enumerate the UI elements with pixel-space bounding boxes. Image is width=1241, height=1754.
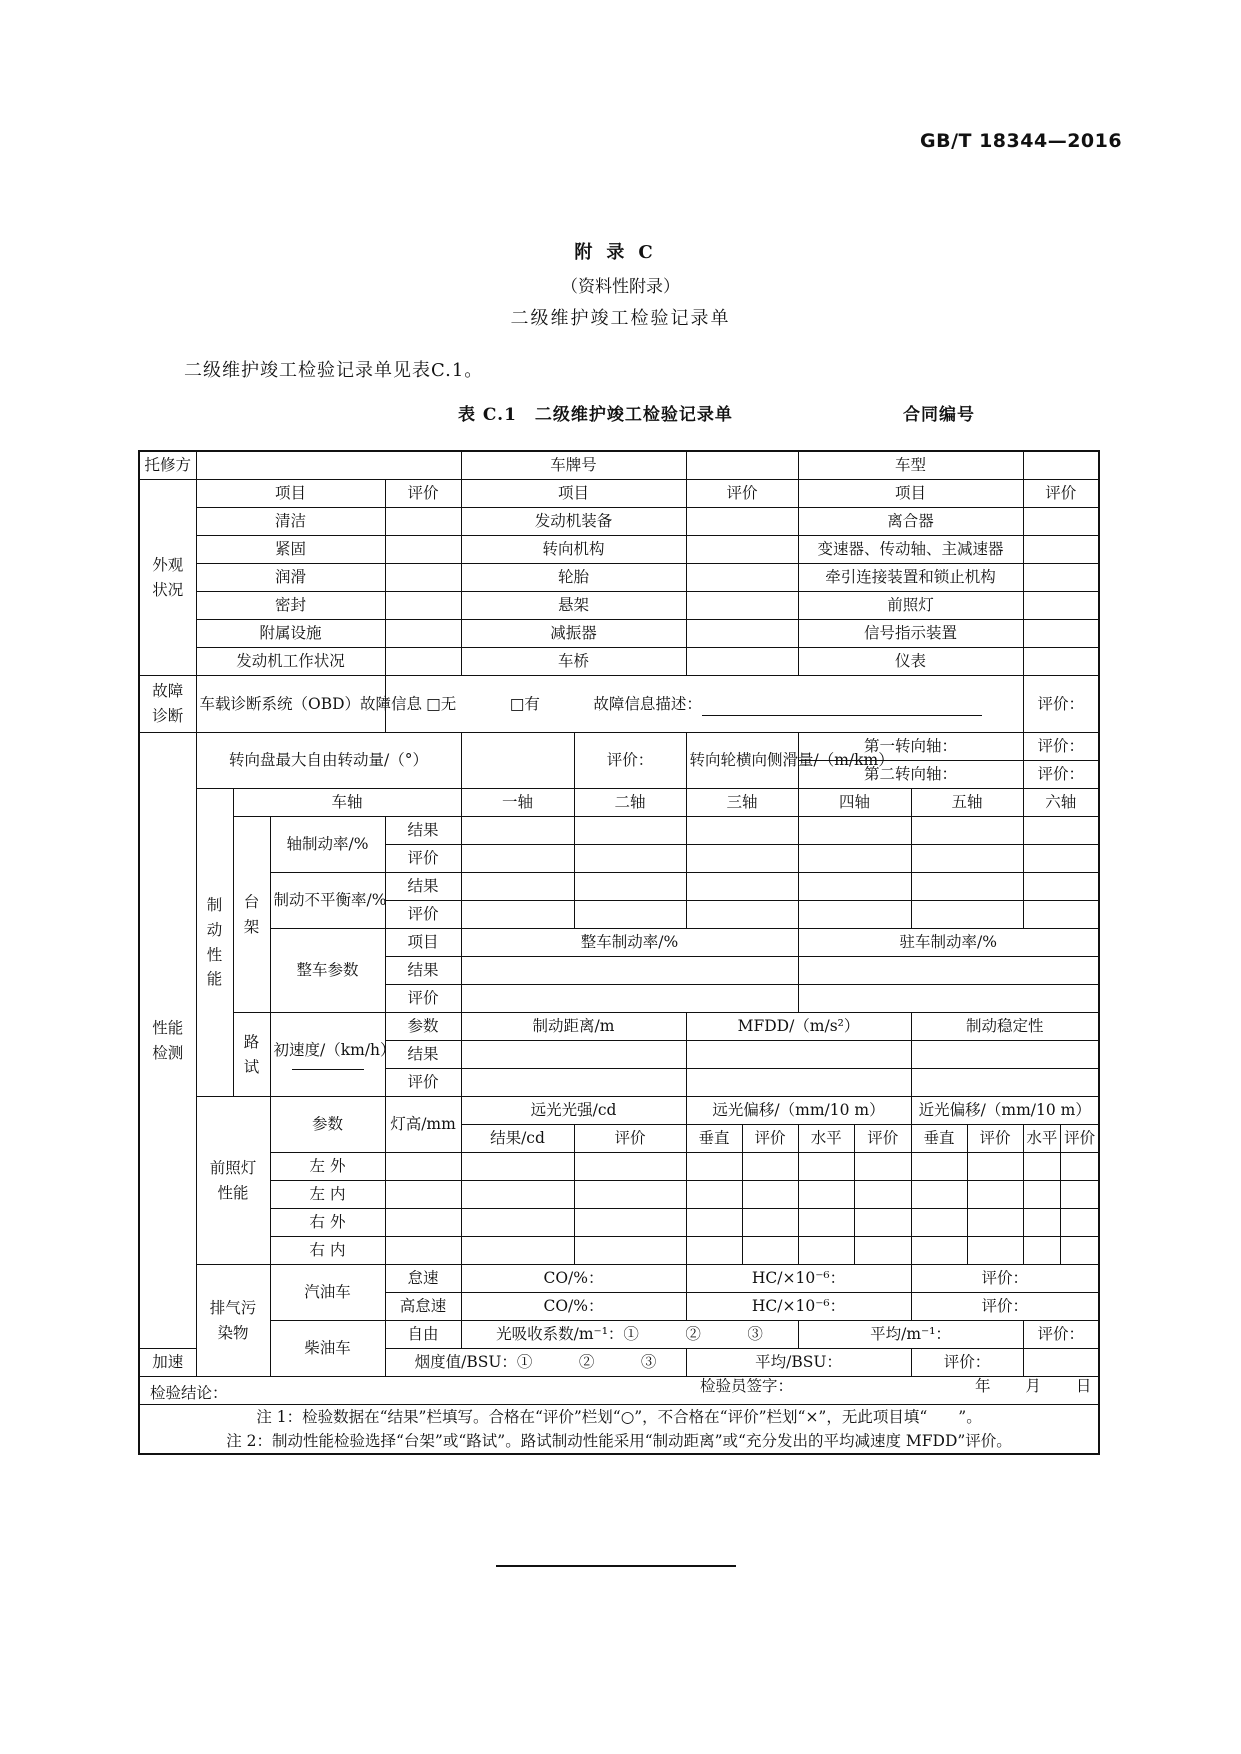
appearance-item: 减振器 [461,620,686,648]
result-cd-label: 结果/cd [461,1125,574,1153]
whole-item-row [139,929,1099,957]
inspector-signature: 检验员签字： [700,1376,794,1395]
gas-high-idle-eval[interactable]: 评价： [911,1293,1099,1321]
eval-cell[interactable] [686,508,798,536]
mfdd-label: MFDD/（m/s²） [686,1013,911,1041]
brake-label [196,789,233,1097]
whole-label: 整车参数 [270,929,385,1013]
value-cell[interactable] [798,957,1099,985]
high-idle-label: 高怠速 [385,1293,461,1321]
plate-label: 车牌号 [461,451,686,480]
bench-label-text: 台架 [243,892,260,936]
headlamp-row [139,1153,1099,1181]
eval-cell[interactable] [385,620,461,648]
split-cell[interactable] [911,1209,1023,1237]
note-1: 注 1：检验数据在“结果”栏填写。合格在“评价”栏划“○”，不合格在“评价”栏划“×”，无此项目填“ ”。 [256,1408,982,1426]
item-header-1: 项目 [196,480,385,508]
value-cell[interactable] [911,1041,1099,1069]
value-cell[interactable] [574,901,686,929]
date-fields: 年 月 日 [975,1376,1092,1395]
model-value[interactable] [1023,451,1099,480]
appearance-item: 发动机工作状况 [196,648,385,676]
value-cell[interactable] [385,1237,461,1265]
high-offset-label: 远光偏移/（mm/10 m） [686,1097,911,1125]
performance-label [139,733,196,1349]
eval-cell[interactable] [1023,620,1099,648]
split-cell[interactable] [686,1237,798,1265]
value-cell[interactable] [461,1209,574,1237]
eval-label: 评价 [867,1129,899,1147]
eval-label: 评价 [385,985,461,1013]
headlamp-row [139,1181,1099,1209]
diesel-eval-1[interactable]: 评价： [1023,1321,1099,1349]
lamp-position: 右 外 [270,1209,385,1237]
obd-desc-label: 故障信息描述： [593,694,702,713]
appearance-label [139,480,196,676]
value-cell[interactable] [686,1041,911,1069]
value-cell[interactable] [461,817,574,845]
axle-rate-result-row [139,817,1099,845]
lamp-position: 左 外 [270,1153,385,1181]
vertical-label: 垂直 [912,1125,968,1152]
value-cell[interactable] [798,985,1099,1013]
free-play-eval[interactable]: 评价： [574,733,686,789]
value-cell[interactable] [1023,873,1099,901]
distance-label: 制动距离/m [461,1013,686,1041]
split-cell[interactable] [798,1181,911,1209]
appearance-item: 仪表 [798,648,1023,676]
value-cell[interactable] [574,1181,686,1209]
appendix-heading: 二级维护竣工检验记录单 [510,308,731,329]
conclusion-row [139,1377,1099,1405]
fault-row [139,676,1099,733]
client-value[interactable] [196,451,461,480]
axle-5: 五轴 [911,789,1023,817]
item-label: 项目 [385,929,461,957]
free-play-label: 转向盘最大自由转动量/（°） [196,733,461,789]
value-cell[interactable] [686,845,798,873]
value-cell[interactable] [461,873,574,901]
value-cell[interactable] [798,901,911,929]
table-caption: 表 C.1 二级维护竣工检验记录单 [458,405,733,425]
gas-idle-row [139,1265,1099,1293]
eval-cell[interactable] [385,648,461,676]
low-offset-sub-2 [1023,1125,1099,1153]
appearance-item: 附属设施 [196,620,385,648]
appearance-item: 车桥 [461,648,686,676]
co-high-idle[interactable]: CO/%： [461,1293,686,1321]
gasoline-label: 汽油车 [270,1265,385,1321]
value-cell[interactable] [1023,817,1099,845]
lamp-height-label: 灯高/mm [385,1097,461,1153]
split-cell[interactable] [798,1153,911,1181]
value-cell[interactable] [461,957,798,985]
eval-cell[interactable] [385,592,461,620]
eval-header-3: 评价 [1023,480,1099,508]
emission-label [196,1265,270,1377]
eval-header-2: 评价 [686,480,798,508]
split-cell[interactable] [1023,1153,1099,1181]
appearance-item: 前照灯 [798,592,1023,620]
eval-header-1: 评价 [385,480,461,508]
appearance-row [139,508,1099,536]
eval-cell[interactable] [385,536,461,564]
value-cell[interactable] [911,873,1023,901]
horizontal-label: 水平 [1024,1125,1062,1152]
vertical-label: 垂直 [687,1125,743,1152]
fault-label-text: 故障诊断 [152,682,184,725]
axle-3: 三轴 [686,789,798,817]
steering-row-1 [139,733,1099,761]
appearance-row [139,648,1099,676]
value-cell[interactable] [574,1237,686,1265]
whole-rate-label: 整车制动率/% [461,929,798,957]
first-axle-label: 第一转向轴： [798,733,1023,761]
eval-cell[interactable] [1023,536,1099,564]
value-cell[interactable] [686,1069,911,1097]
value-cell[interactable] [461,845,574,873]
split-cell[interactable] [798,1237,911,1265]
eval-label: 评价 [574,1125,686,1153]
value-cell[interactable] [574,845,686,873]
client-label: 托修方 [139,451,196,480]
low-offset-sub [911,1125,1023,1153]
appearance-item: 信号指示装置 [798,620,1023,648]
axle-2: 二轴 [574,789,686,817]
eval-cell[interactable] [686,536,798,564]
axle-6: 六轴 [1023,789,1099,817]
obd-yes-checkbox[interactable]: □有 [509,694,540,713]
appearance-item: 牵引连接装置和锁止机构 [798,564,1023,592]
headlamp-label-text: 前照灯性能 [209,1158,257,1202]
stability-label: 制动稳定性 [911,1013,1099,1041]
side-slip-label: 转向轮横向侧滑量/（m/km） [686,733,798,789]
value-cell[interactable] [461,1069,686,1097]
imbalance-result-row [139,873,1099,901]
value-cell[interactable] [461,901,574,929]
value-cell[interactable] [1023,845,1099,873]
bench-label [233,817,270,1013]
obd-label: 车载诊断系统（OBD）故障信息 [196,676,385,733]
appearance-item: 转向机构 [461,536,686,564]
split-cell[interactable] [1023,1209,1099,1237]
appearance-label-text: 外观状况 [152,555,184,599]
value-cell[interactable] [686,901,798,929]
appearance-item: 润滑 [196,564,385,592]
hc-idle[interactable]: HC/×10⁻⁶： [686,1265,911,1293]
eval-label: 评价 [1064,1129,1096,1147]
axle-4: 四轴 [798,789,911,817]
eval-label: 评价 [385,1069,461,1097]
eval-cell[interactable] [1023,648,1099,676]
axle-header-row [139,789,1099,817]
appearance-item: 发动机装备 [461,508,686,536]
axle-label: 车轴 [233,789,461,817]
eval-cell[interactable] [1023,564,1099,592]
value-cell[interactable] [686,873,798,901]
appearance-item: 变速器、传动轴、主减速器 [798,536,1023,564]
appearance-item: 悬架 [461,592,686,620]
performance-label-text: 性能检测 [152,1018,184,1062]
second-axle-label: 第二转向轴： [798,761,1023,789]
headlamp-label [196,1097,270,1265]
smoke-value[interactable]: 烟度值/BSU：① ② ③ [385,1349,686,1377]
end-rule [496,1565,736,1567]
eval-label: 评价 [385,845,461,873]
light-absorption[interactable]: 光吸收系数/m⁻¹：① ② ③ [461,1321,798,1349]
split-cell[interactable] [798,1209,911,1237]
brake-label-text: 制动性能 [206,895,223,989]
result-label: 结果 [385,873,461,901]
value-cell[interactable] [798,845,911,873]
value-cell[interactable] [574,1153,686,1181]
result-label: 结果 [385,817,461,845]
road-label [233,1013,270,1097]
eval-cell[interactable] [686,564,798,592]
eval-cell[interactable] [1023,592,1099,620]
split-cell[interactable] [686,1181,798,1209]
item-header-3: 项目 [798,480,1023,508]
value-cell[interactable] [461,1041,686,1069]
notes-row [139,1405,1099,1455]
split-cell[interactable] [911,1181,1023,1209]
item-header-2: 项目 [461,480,686,508]
fault-label [139,676,196,733]
value-cell[interactable] [574,873,686,901]
second-axle-eval[interactable]: 评价： [1023,761,1099,789]
inspection-form [138,450,1100,1455]
appearance-row [139,536,1099,564]
model-label: 车型 [798,451,1023,480]
lamp-position: 右 内 [270,1237,385,1265]
header-row [139,451,1099,480]
value-cell[interactable] [461,1153,574,1181]
param-label: 参数 [385,1013,461,1041]
appearance-row [139,564,1099,592]
high-intensity-label: 远光光强/cd [461,1097,686,1125]
note-2: 注 2：制动性能检验选择“台架”或“路试”。路试制动性能采用“制动距离”或“充分发出的平均减速度 MFDD”评价。 [226,1432,1012,1451]
high-offset-sub [686,1125,798,1153]
split-cell[interactable] [1023,1181,1099,1209]
parking-rate-label: 驻车制动率/% [798,929,1099,957]
lamp-position: 左 内 [270,1181,385,1209]
value-cell[interactable] [461,985,798,1013]
conclusion-cell[interactable] [139,1377,1099,1405]
diesel-label: 柴油车 [270,1321,385,1377]
appearance-item: 密封 [196,592,385,620]
obd-none-checkbox[interactable]: □无 [426,694,457,713]
road-param-row [139,1013,1099,1041]
conclusion-label: 检验结论： [150,1384,228,1402]
obd-desc-field[interactable] [702,699,982,716]
value-cell[interactable] [461,1181,574,1209]
axle-rate-label: 轴制动率/% [270,817,385,873]
split-cell[interactable] [686,1209,798,1237]
appearance-item: 离合器 [798,508,1023,536]
split-cell[interactable] [911,1153,1023,1181]
split-cell[interactable] [911,1237,1023,1265]
init-speed-cell [270,1013,396,1097]
axle-1: 一轴 [461,789,574,817]
value-cell[interactable] [385,1209,461,1237]
appearance-item: 轮胎 [461,564,686,592]
headlamp-header-row-1 [139,1097,1099,1125]
value-cell[interactable] [686,817,798,845]
appearance-header-row [139,480,1099,508]
avg-m[interactable]: 平均/m⁻¹： [798,1321,1023,1349]
accel-label: 加速 [139,1349,196,1377]
headlamp-row [139,1209,1099,1237]
contract-label: 合同编号 [903,405,975,425]
co-idle[interactable]: CO/%： [461,1265,686,1293]
imbalance-label: 制动不平衡率/% [270,873,385,929]
eval-cell[interactable] [385,508,461,536]
value-cell[interactable] [911,817,1023,845]
appearance-row [139,620,1099,648]
intro-text: 二级维护竣工检验记录单见表C.1。 [184,360,484,381]
horizontal-label: 水平 [799,1125,856,1152]
standard-id: GB/T 18344—2016 [920,130,1123,152]
road-label-text: 路试 [243,1032,260,1076]
value-cell[interactable] [911,1069,1099,1097]
appearance-item: 紧固 [196,536,385,564]
appendix-title: 附录C [574,242,667,263]
value-cell[interactable] [798,873,911,901]
obd-options [385,676,1023,733]
eval-cell[interactable] [1023,508,1099,536]
free-label: 自由 [385,1321,461,1349]
diesel-eval-2[interactable]: 评价： [911,1349,1023,1377]
result-label: 结果 [385,957,461,985]
eval-cell[interactable] [686,620,798,648]
eval-label: 评价 [979,1129,1011,1147]
idle-label: 怠速 [385,1265,461,1293]
appearance-item: 清洁 [196,508,385,536]
eval-cell[interactable] [686,648,798,676]
appendix-subtitle: （资料性附录） [561,277,680,297]
result-label: 结果 [385,1041,461,1069]
value-cell[interactable] [911,901,1023,929]
diesel-row-1 [139,1321,1099,1349]
value-cell[interactable] [1023,901,1099,929]
value-cell[interactable] [798,817,911,845]
low-offset-label: 近光偏移/（mm/10 m） [911,1097,1099,1125]
high-offset-sub-2 [798,1125,911,1153]
value-cell[interactable] [385,1181,461,1209]
value-cell[interactable] [385,1153,461,1181]
obd-eval[interactable]: 评价： [1023,676,1099,733]
hc-high-idle[interactable]: HC/×10⁻⁶： [686,1293,911,1321]
headlamp-param-label: 参数 [270,1097,385,1153]
appearance-row [139,592,1099,620]
eval-cell[interactable] [686,592,798,620]
free-play-value[interactable] [461,733,574,789]
init-speed-label: 初速度/（km/h） [273,1041,396,1060]
init-speed-field[interactable] [292,1069,364,1070]
emission-label-text: 排气污染物 [209,1298,257,1342]
value-cell[interactable] [574,1209,686,1237]
first-axle-eval[interactable]: 评价： [1023,733,1099,761]
avg-bsu[interactable]: 平均/BSU： [686,1349,911,1377]
eval-label: 评价 [754,1129,786,1147]
value-cell[interactable] [911,845,1023,873]
gas-idle-eval[interactable]: 评价： [911,1265,1099,1293]
headlamp-row [139,1237,1099,1265]
eval-cell[interactable] [385,564,461,592]
plate-value[interactable] [686,451,798,480]
split-cell[interactable] [686,1153,798,1181]
value-cell[interactable] [574,817,686,845]
notes-cell [139,1405,1099,1455]
split-cell[interactable] [1023,1237,1099,1265]
eval-label: 评价 [385,901,461,929]
value-cell[interactable] [461,1237,574,1265]
